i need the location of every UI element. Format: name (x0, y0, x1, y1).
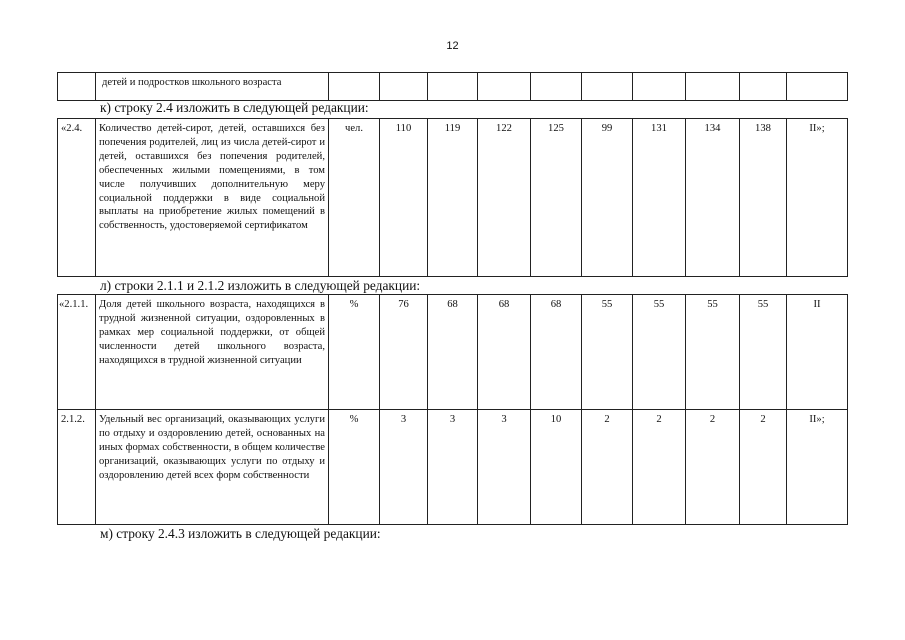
row-value: II (787, 295, 848, 410)
row-value: 68 (531, 295, 582, 410)
row-value: 55 (582, 295, 633, 410)
row-value: 131 (633, 119, 686, 277)
row-value: 134 (686, 119, 740, 277)
row-value: 2 (633, 410, 686, 525)
row-value (380, 73, 428, 101)
row-value: 76 (380, 295, 428, 410)
row-unit: % (329, 295, 380, 410)
row-unit: чел. (329, 119, 380, 277)
instruction-k: к) строку 2.4 изложить в следующей редакции: (100, 100, 369, 115)
row-value: 10 (531, 410, 582, 525)
row-value: 2 (582, 410, 633, 525)
row-value (633, 73, 686, 101)
row-value: 3 (478, 410, 531, 525)
row-value (478, 73, 531, 101)
row-value: 3 (428, 410, 478, 525)
instruction-m: м) строку 2.4.3 изложить в следующей редакции: (100, 526, 381, 541)
row-value: 55 (740, 295, 787, 410)
row-description: детей и подростков школьного возраста (96, 73, 329, 101)
row-value (787, 73, 848, 101)
row-number: «2.4. (58, 119, 96, 277)
table-continuation (57, 72, 848, 101)
row-value: 122 (478, 119, 531, 277)
row-number: 2.1.2. (58, 410, 96, 525)
table-row (58, 410, 848, 525)
row-number (58, 73, 96, 101)
instruction-l: л) строки 2.1.1 и 2.1.2 изложить в следующей редакции: (100, 278, 421, 293)
row-value: 99 (582, 119, 633, 277)
row-description: Количество детей-сирот, детей, оставшихся без попечения родителей, лиц из числа детей-сирот и детей, оставшихся без попечения родителей, обеспеченных жилыми помещениями, в том числе получивших дополнительную меру социальной поддержки в виде социальной выплаты на приобретение жилых помещений в собственность, удостоверяемой сертификатом (96, 119, 329, 277)
row-number: «2.1.1. (58, 295, 96, 410)
row-value: 110 (380, 119, 428, 277)
row-value: 68 (478, 295, 531, 410)
table-row (58, 73, 848, 101)
table-row (58, 295, 848, 410)
row-value (531, 73, 582, 101)
row-value: 3 (380, 410, 428, 525)
row-value: II»; (787, 119, 848, 277)
row-value: 138 (740, 119, 787, 277)
row-value: 55 (633, 295, 686, 410)
row-value: 125 (531, 119, 582, 277)
table-row-2-4 (57, 118, 848, 277)
row-unit (329, 73, 380, 101)
row-description: Удельный вес организаций, оказывающих услуги по отдыху и оздоровлению детей, основанных на иных формах собственности, в общем количестве организаций, оказывающих услуги по отдыху и оздоровлению детей всех форм собственности (96, 410, 329, 525)
row-value (428, 73, 478, 101)
row-value: II»; (787, 410, 848, 525)
row-value: 119 (428, 119, 478, 277)
row-description: Доля детей школьного возраста, находящихся в трудной жизненной ситуации, оздоровленных в рамках мер социальной поддержки, от общей численности детей школьного возраста, находящихся в трудной жизненной ситуации (96, 295, 329, 410)
row-value (582, 73, 633, 101)
row-value: 68 (428, 295, 478, 410)
table-rows-2-1 (57, 294, 848, 525)
table-row (58, 119, 848, 277)
row-unit: % (329, 410, 380, 525)
row-value (686, 73, 740, 101)
row-value: 2 (686, 410, 740, 525)
row-value: 55 (686, 295, 740, 410)
row-value (740, 73, 787, 101)
row-value: 2 (740, 410, 787, 525)
page-number: 12 (446, 40, 459, 52)
